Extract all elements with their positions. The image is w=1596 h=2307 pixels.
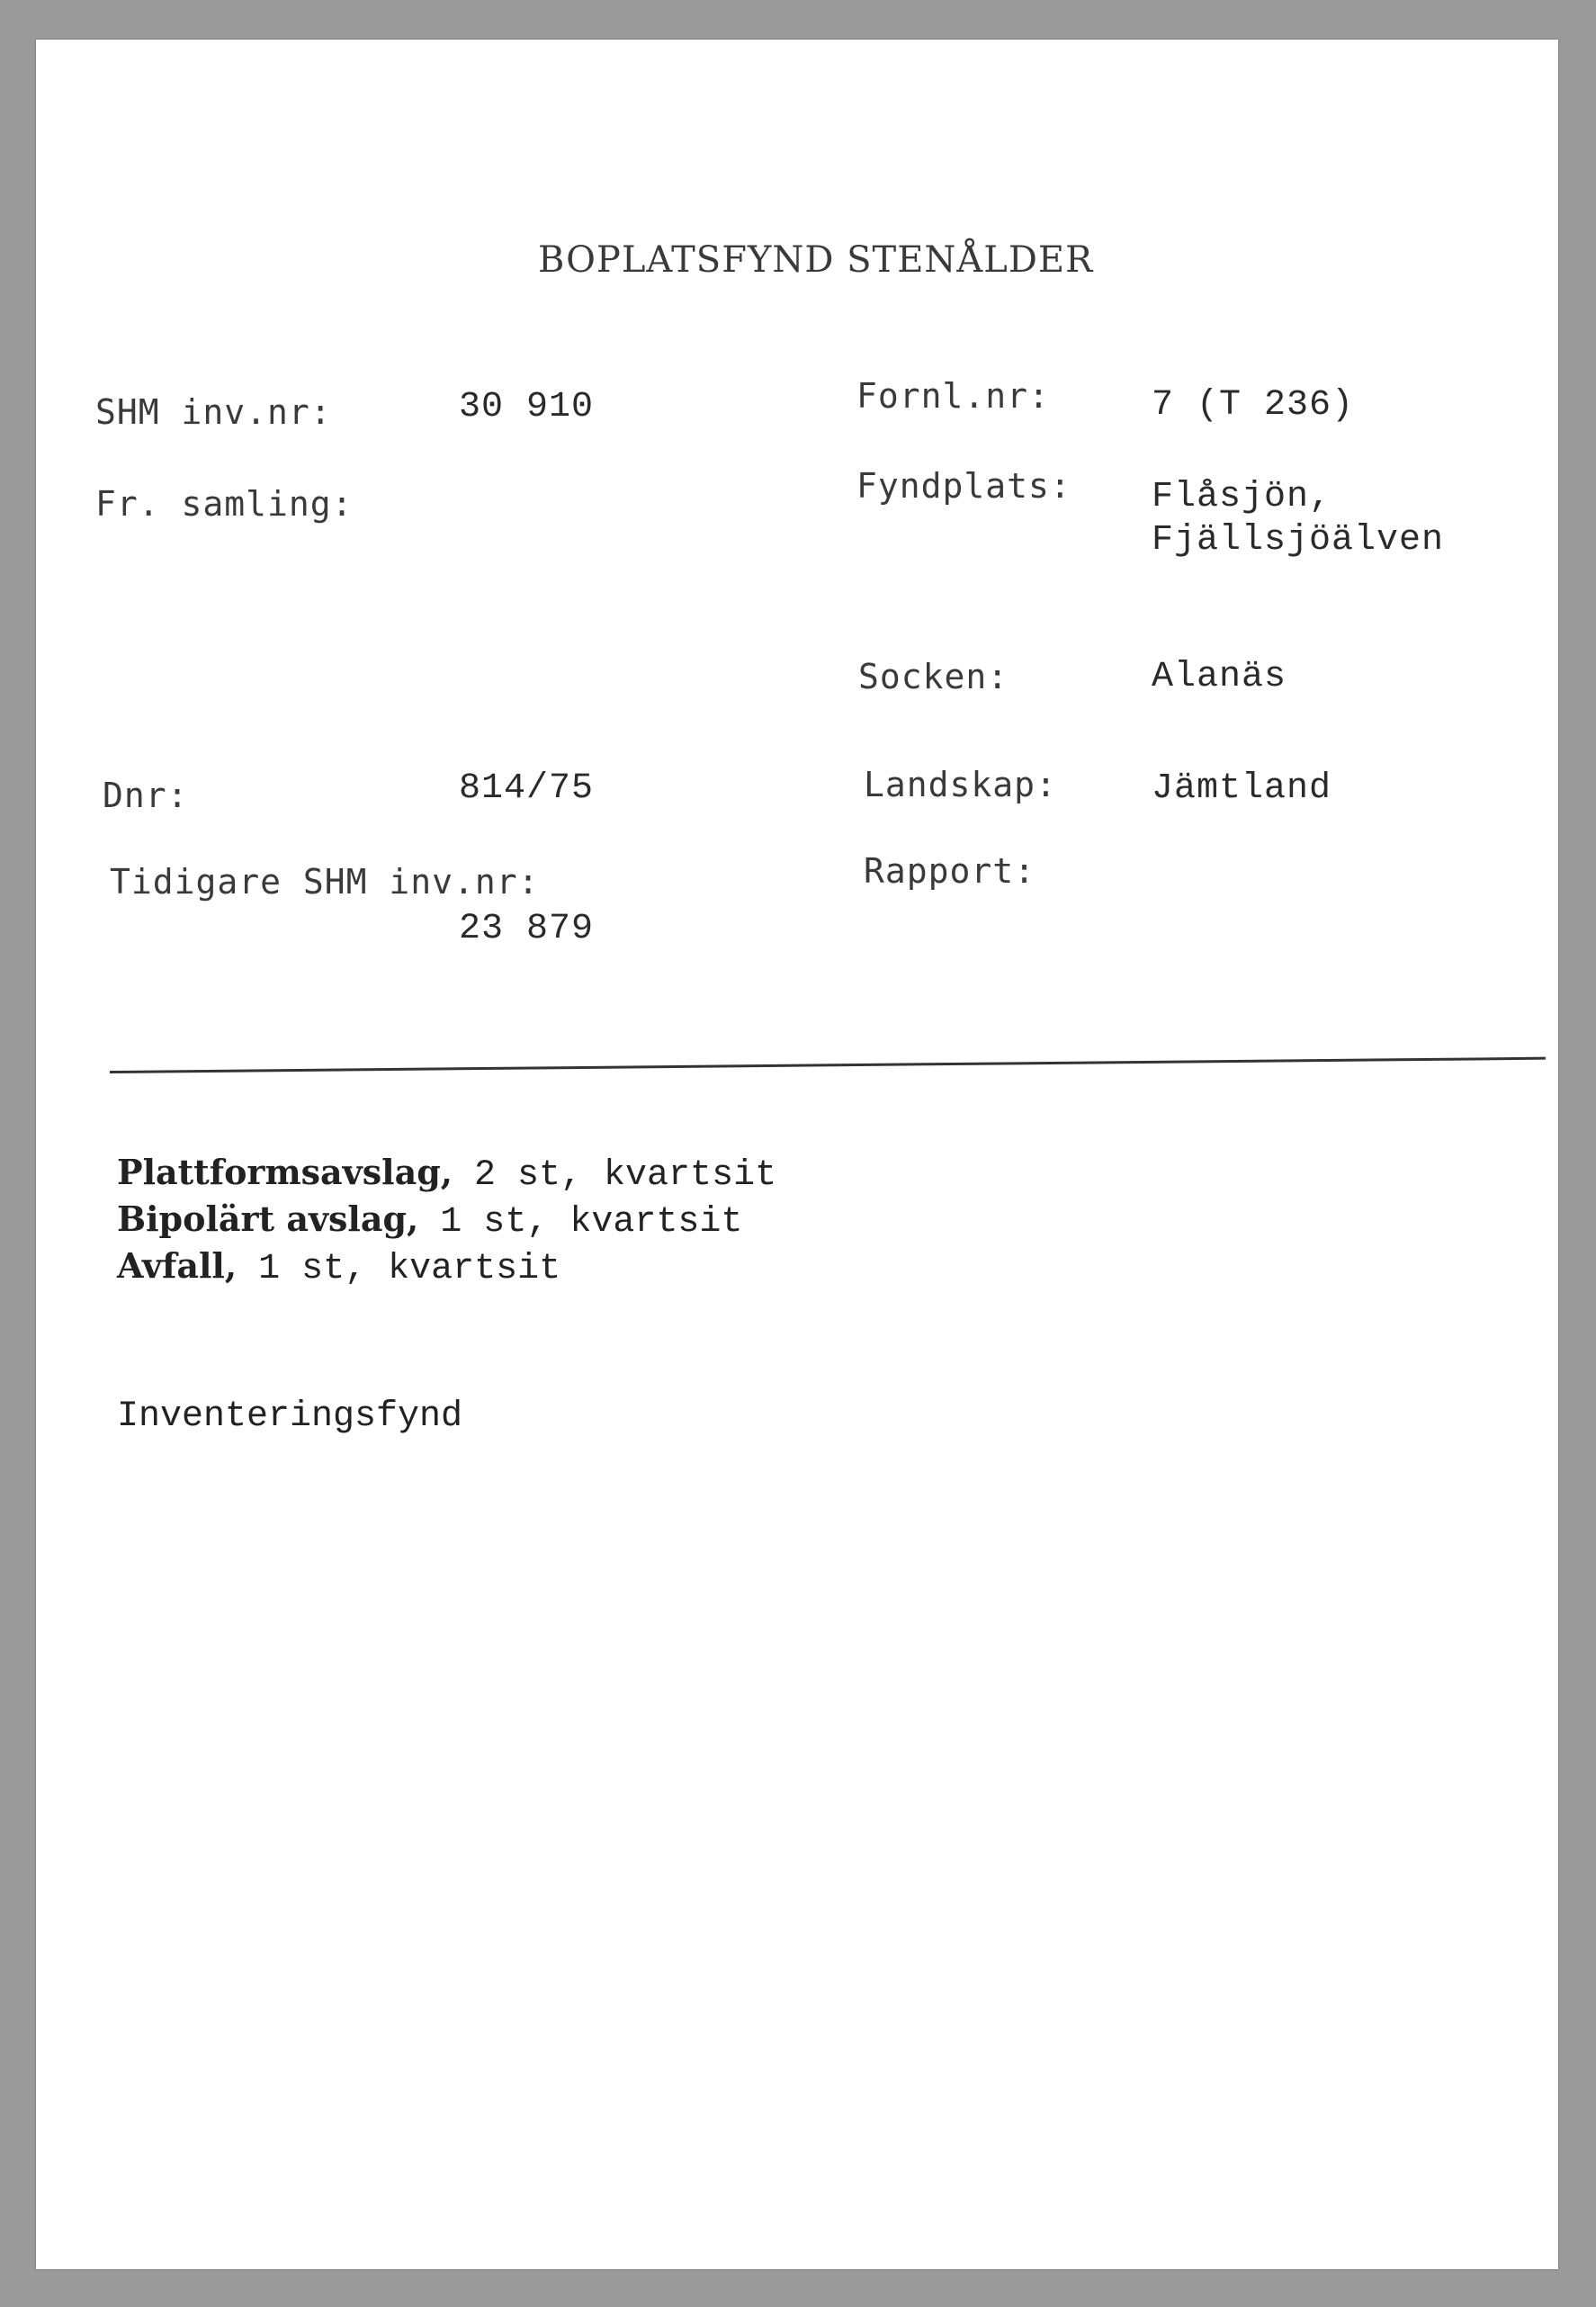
fornl-value: 7 (T 236) [1152,385,1355,426]
fyndplats-value-line1: Flåsjön, [1152,477,1332,517]
card-title: BOPLATSFYND STENÅLDER [538,239,1094,281]
shm-inv-label: SHM inv.nr: [95,392,332,432]
dnr-value: 814/75 [459,768,595,809]
fyndplats-label: Fyndplats: [856,466,1071,506]
landskap-value: Jämtland [1152,768,1332,809]
find-detail: 1 st, kvartsit [237,1249,561,1289]
tidigare-inv-label: Tidigare SHM inv.nr: [110,862,540,902]
find-line [117,1152,776,1196]
find-line [117,1245,560,1289]
socken-value: Alanäs [1152,657,1287,697]
tidigare-inv-value: 23 879 [459,909,595,949]
fyndplats-value-line2: Fjällsjöälven [1152,520,1445,561]
divider-line [110,1057,1546,1073]
socken-label: Socken: [858,657,1009,696]
rapport-label: Rapport: [864,851,1036,891]
find-name: Bipolärt avslag, [117,1198,419,1239]
index-card [36,40,1558,2269]
landskap-label: Landskap: [864,765,1057,804]
dnr-label: Dnr: [103,776,189,815]
find-detail: 1 st, kvartsit [418,1202,743,1243]
fr-samling-label: Fr. samling: [95,484,354,524]
find-line [117,1198,742,1243]
note-text: Inventeringsfynd [117,1396,463,1437]
find-name: Plattformsavslag, [117,1152,453,1192]
find-name: Avfall, [117,1245,238,1286]
find-detail: 2 st, kvartsit [453,1155,777,1196]
fornl-label: Fornl.nr: [856,376,1050,416]
shm-inv-value: 30 910 [459,387,595,427]
